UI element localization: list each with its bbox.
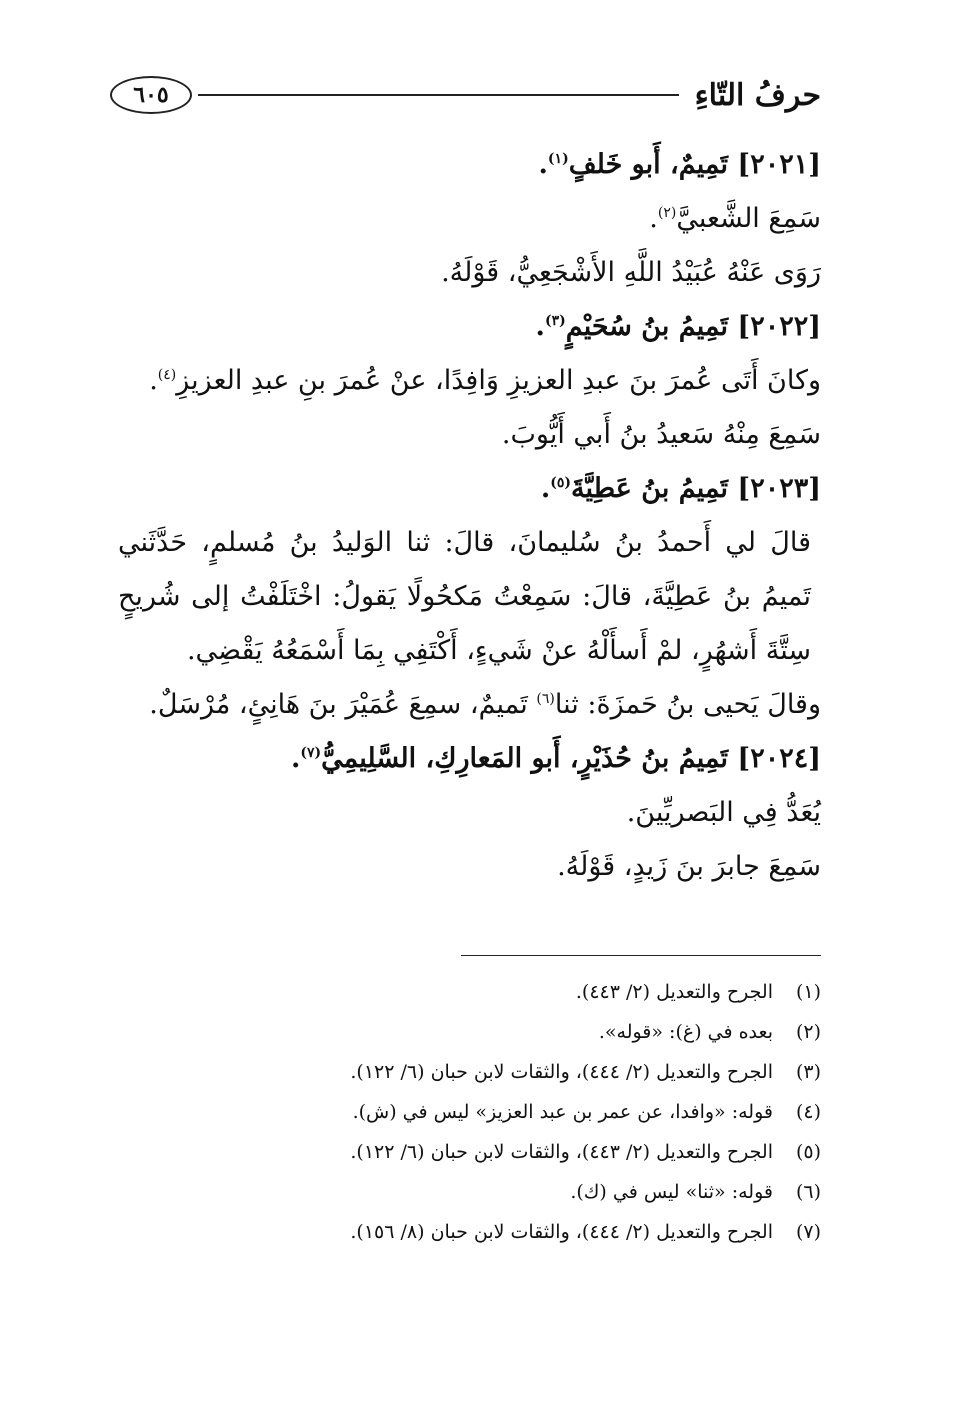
text-line: سَمِعَ الشَّعبيَّ$^{(٢)}$. — [649, 203, 821, 234]
footnote-text: بعده في (غ): «قوله». — [598, 1021, 773, 1043]
footnote-text: الجرح والتعديل (٢/ ٤٤٤)، والثقات لابن حبان (٦/ ١٢٢). — [350, 1061, 773, 1083]
footnote-number: (١) — [795, 981, 821, 1003]
footnote-ref: (٥) — [550, 475, 572, 491]
page-number: ٦٠٥ — [110, 76, 192, 114]
entry-number: [٢٠٢٣] — [737, 473, 821, 504]
entry-number: [٢٠٢١] — [737, 149, 821, 180]
footnote-ref: (٢) — [657, 205, 677, 221]
entry-heading-2021: [٢٠٢١] تَمِيمٌ، أَبو خَلفٍ$^{(١)}$. — [538, 149, 821, 180]
entry-number: [٢٠٢٤] — [737, 743, 821, 774]
entry-heading-2022: [٢٠٢٢] تَمِيمُ بنُ سُحَيْمٍ$^{(٣)}$. — [535, 311, 821, 342]
footnotes — [118, 972, 821, 1252]
entry-heading-2024: [٢٠٢٤] تَمِيمُ بنُ حُذَيْرٍ، أَبو المَعارِكِ، السَّلِيمِيُّ$^{(٧)}$. — [290, 743, 821, 774]
footnote-text: قوله: «وافدا، عن عمر بن عبد العزيز» ليس في (ش). — [352, 1101, 773, 1123]
footnote-ref: (٧) — [300, 745, 322, 761]
footnote-text: الجرح والتعديل (٢/ ٤٤٣). — [575, 981, 773, 1003]
footnote-number: (٧) — [795, 1221, 821, 1243]
header-rule — [198, 94, 679, 96]
footnote — [118, 972, 821, 1012]
entry-number: [٢٠٢٢] — [737, 311, 821, 342]
entry-name: تَمِيمٌ، أَبو خَلفٍ — [568, 149, 729, 180]
text-line: وكانَ أَتَى عُمرَ بنَ عبدِ العزيزِ وَافِدًا، عنْ عُمرَ بنِ عبدِ العزيزِ$^{(٤)}$. — [149, 365, 821, 396]
text-line: يُعَدُّ فِي البَصريِّينَ. — [626, 797, 821, 828]
footnote-ref: (٤) — [157, 367, 177, 383]
footnote-text: قوله: «ثنا» ليس في (ك). — [570, 1181, 773, 1203]
footnote — [118, 1012, 821, 1052]
footnote — [118, 1212, 821, 1252]
footnote-ref: (٦) — [536, 691, 555, 707]
footnote-number: (٥) — [795, 1141, 821, 1163]
text-line: سَمِعَ مِنْهُ سَعيدُ بنُ أَبي أَيُّوبَ. — [501, 419, 821, 450]
main-text — [118, 138, 821, 894]
entry-name: تَمِيمُ بنُ عَطِيَّةَ — [571, 473, 729, 504]
entry-heading-2023: [٢٠٢٣] تَمِيمُ بنُ عَطِيَّةَ$^{(٥)}$. — [540, 473, 821, 504]
chapter-title: حرفُ التّاءِ — [694, 77, 821, 113]
text-line: رَوَى عَنْهُ عُبَيْدُ اللَّهِ الأَشْجَعِيُّ، قَوْلَهُ. — [441, 257, 821, 288]
entry-name: تَمِيمُ بنُ حُذَيْرٍ، أَبو المَعارِكِ، السَّلِيمِيُّ — [321, 743, 729, 774]
footnote-ref: (١) — [547, 151, 569, 167]
footnote-separator — [461, 955, 821, 956]
footnote-number: (٢) — [795, 1021, 821, 1043]
text-paragraph: قالَ لي أَحمدُ بنُ سُليمانَ، قالَ: ثنا الوَليدُ بنُ مُسلمٍ، حَدَّثَني تَميمُ بنُ عَطِيَّةَ، قالَ: سَمِعْتُ مَكحُولًا يَقولُ: اخْتَلَفْتُ إلى شُريحٍ سِتَّةَ أَشهُرٍ، لمْ أَسأَلْهُ عنْ شَيءٍ، أَكْتَفِي بِمَا أَسْمَعُهُ يَقْضِي. — [118, 527, 811, 666]
footnote — [118, 1172, 821, 1212]
footnote-number: (٣) — [795, 1061, 821, 1083]
text-line: وقالَ يَحيى بنُ حَمزَةَ: ثنا$^{(٦)}$ تَميمٌ، سمِعَ عُمَيْرَ بنَ هَانِئٍ، مُرْسَلٌ. — [149, 689, 821, 720]
footnote — [118, 1052, 821, 1092]
footnote — [118, 1132, 821, 1172]
entry-name: تَمِيمُ بنُ سُحَيْمٍ — [565, 311, 729, 342]
footnote-ref: (٣) — [544, 313, 566, 329]
footnote — [118, 1092, 821, 1132]
footnote-text: الجرح والتعديل (٢/ ٤٤٤)، والثقات لابن حبان (٨/ ١٥٦). — [350, 1221, 773, 1243]
footnote-number: (٦) — [795, 1181, 821, 1203]
running-head — [110, 70, 821, 120]
footnote-text: الجرح والتعديل (٢/ ٤٤٣)، والثقات لابن حبان (٦/ ١٢٢). — [350, 1141, 773, 1163]
footnote-number: (٤) — [795, 1101, 821, 1123]
text-line: سَمِعَ جابرَ بنَ زَيدٍ، قَوْلَهُ. — [557, 851, 821, 882]
